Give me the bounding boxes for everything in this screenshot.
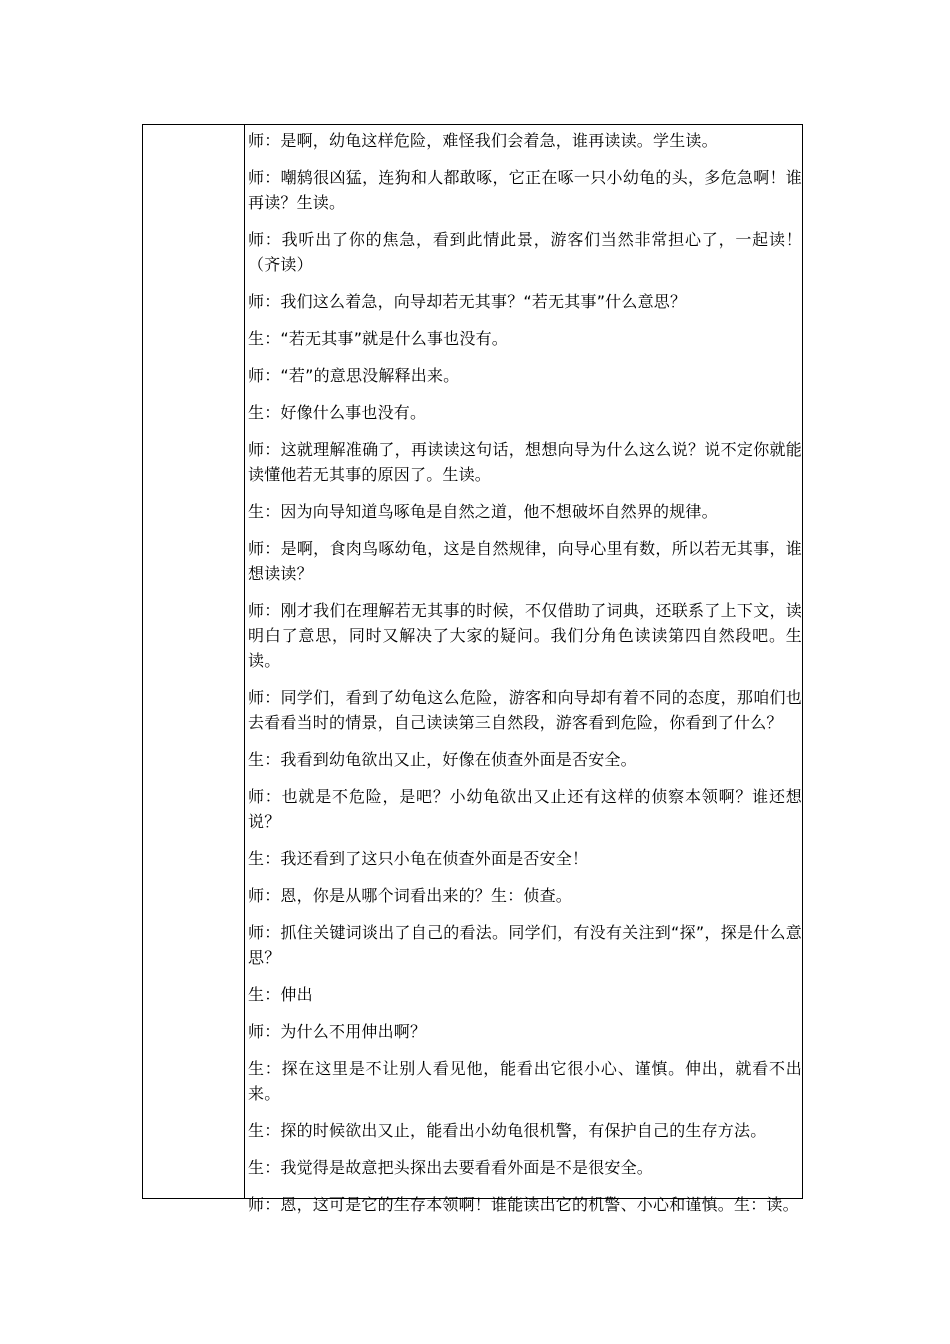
dialogue-line: 生：因为向导知道鸟啄龟是自然之道，他不想破坏自然界的规律。 [248, 502, 718, 521]
dialogue-line: 师：同学们，看到了幼龟这么危险，游客和向导却有着不同的态度，那咱们也去看看当时的情景，自己读读第三自然段，游客看到危险，你看到了什么？ [248, 688, 802, 732]
dialogue-line: 师：刚才我们在理解若无其事的时候，不仅借助了词典，还联系了上下文，读明白了意思，同时又解决了大家的疑问。我们分角色读读第四自然段吧。生读。 [248, 601, 802, 670]
dialogue-line: 生：探的时候欲出又止，能看出小幼龟很机警，有保护自己的生存方法。 [248, 1121, 767, 1140]
dialogue-line: 生：我还看到了这只小龟在侦查外面是否安全！ [248, 849, 589, 868]
dialogue-line: 师：嘲鸫很凶猛，连狗和人都敢啄，它正在啄一只小幼龟的头，多危急啊！谁再读？生读。 [248, 168, 802, 212]
dialogue-line: 师：也就是不危险，是吧？小幼龟欲出又止还有这样的侦察本领啊？谁还想说？ [248, 787, 802, 831]
dialogue-line: 师：抓住关键词谈出了自己的看法。同学们，有没有关注到“探”，探是什么意思？ [248, 923, 802, 967]
dialogue-line: 生：探在这里是不让别人看见他，能看出它很小心、谨慎。伸出，就看不出来。 [248, 1059, 802, 1103]
dialogue-line: 师：是啊，食肉鸟啄幼龟，这是自然规律，向导心里有数，所以若无其事，谁想读读？ [248, 539, 802, 583]
dialogue-line: 师：恩，你是从哪个词看出来的？生：侦查。 [248, 886, 573, 905]
dialogue-line: 生：“若无其事”就是什么事也没有。 [248, 329, 508, 348]
dialogue-line: 生：我觉得是故意把头探出去要看看外面是不是很安全。 [248, 1158, 654, 1177]
dialogue-line: 师：是啊，幼龟这样危险，难怪我们会着急，谁再读读。学生读。 [248, 131, 718, 150]
dialogue-line: 师：我听出了你的焦急，看到此情此景，游客们当然非常担心了，一起读！（齐读） [248, 230, 802, 274]
dialogue-line: 师：为什么不用伸出啊？ [248, 1022, 427, 1041]
dialogue-line: 师：我们这么着急，向导却若无其事？“若无其事”什么意思？ [248, 292, 687, 311]
table-left-cell [143, 125, 245, 1198]
dialogue-line: 师：恩，这可是它的生存本领啊！谁能读出它的机警、小心和谨慎。生：读。 [248, 1195, 799, 1214]
dialogue-line: 生：好像什么事也没有。 [248, 403, 427, 422]
dialogue-line: 生：我看到幼龟欲出又止，好像在侦查外面是否安全。 [248, 750, 637, 769]
dialogue-line: 生：伸出 [248, 985, 313, 1004]
dialogue-line: 师：这就理解准确了，再读读这句话，想想向导为什么这么说？说不定你就能读懂他若无其事的原因了。生读。 [248, 440, 802, 484]
table-right-cell [245, 125, 802, 1214]
lesson-table [142, 124, 803, 1214]
dialogue-line: 师：“若”的意思没解释出来。 [248, 366, 460, 385]
